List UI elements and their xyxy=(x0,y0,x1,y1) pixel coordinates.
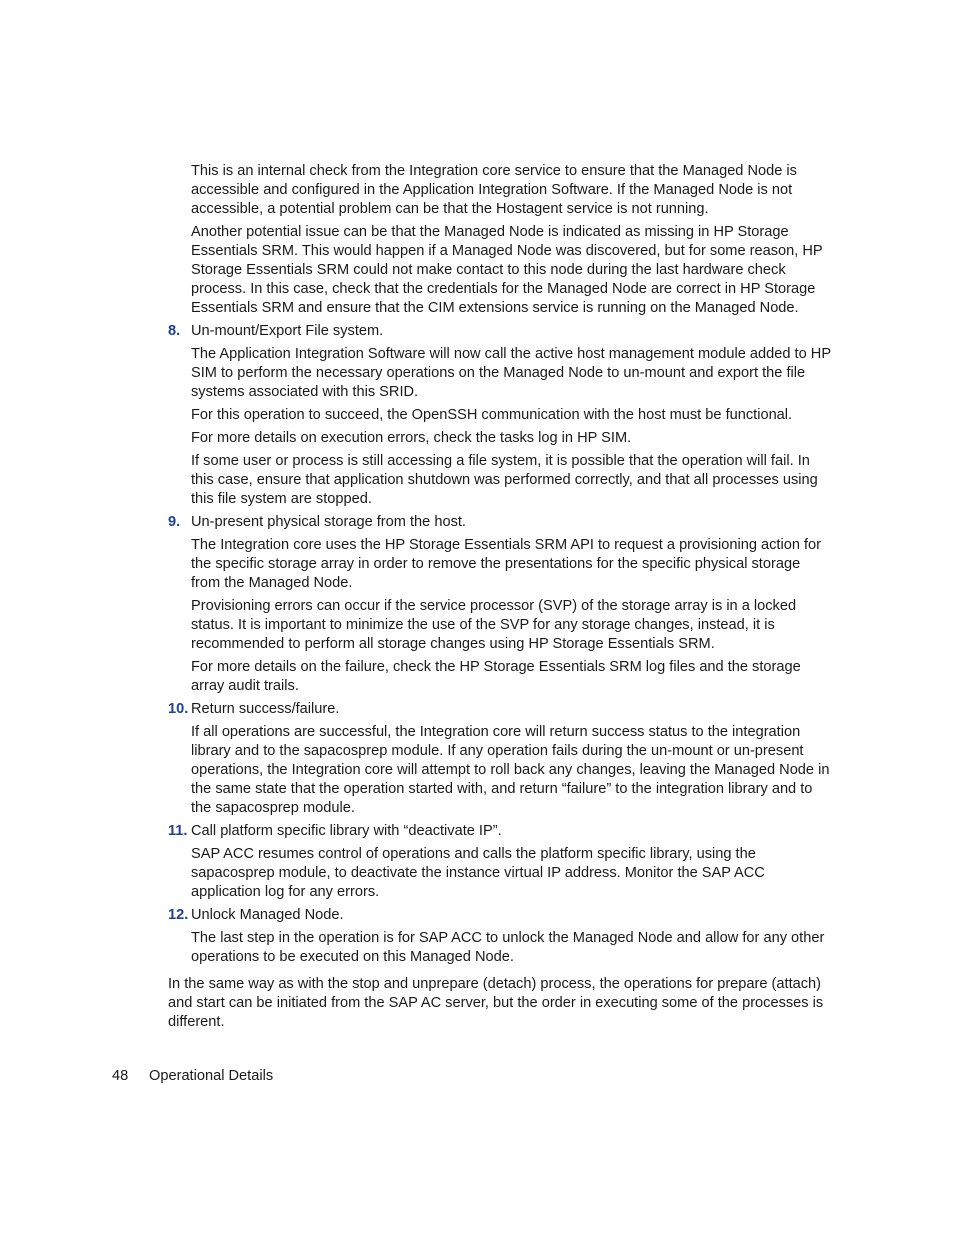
step-paragraph: SAP ACC resumes control of operations and calls the platform specific library, using the sapacosprep module, to deactivate the instance virtual IP address. Monitor the SAP ACC application log for any errors. xyxy=(191,846,765,900)
step-number: 8. xyxy=(168,323,181,339)
step-8-heading xyxy=(168,322,832,341)
step-title: Call platform specific library with “deactivate IP”. xyxy=(191,823,502,839)
step-paragraph: For more details on the failure, check the HP Storage Essentials SRM log files and the storage array audit trails. xyxy=(191,659,801,694)
step-number: 12. xyxy=(168,907,189,923)
step-number: 9. xyxy=(168,514,181,530)
page-footer xyxy=(112,1067,273,1086)
step-title: Unlock Managed Node. xyxy=(191,907,344,923)
intro-paragraph: This is an internal check from the Integration core service to ensure that the Managed Node is accessible and configured in the Application Integration Software. If the Managed Node is not accessible, a potential problem can be that the Hostagent service is not running. xyxy=(191,163,797,217)
footer-section-title: Operational Details xyxy=(149,1068,274,1084)
step-paragraph: The Application Integration Software will now call the active host management module added to HP SIM to perform the necessary operations on the Managed Node to un-mount and export the file systems associated with this SRID. xyxy=(191,346,831,400)
step-paragraph: The Integration core uses the HP Storage Essentials SRM API to request a provisioning action for the specific storage array in order to remove the presentations for the specific physical storage from the Managed Node. xyxy=(191,537,822,591)
step-number: 10. xyxy=(168,701,189,717)
intro-paragraph: Another potential issue can be that the Managed Node is indicated as missing in HP Storage Essentials SRM. This would happen if a Managed Node was discovered, but for some reason, HP Storage Essentials SRM could not make contact to this node during the last hardware check process. In this case, check that the credentials for the Managed Node are correct in HP Storage Essentials SRM and ensure that the CIM extensions service is running on the Managed Node. xyxy=(191,224,823,316)
step-number: 11. xyxy=(168,823,188,839)
step-paragraph: The last step in the operation is for SAP ACC to unlock the Managed Node and allow for any other operations to be executed on this Managed Node. xyxy=(191,930,825,965)
step-10-body xyxy=(191,723,832,818)
step-title: Un-present physical storage from the host. xyxy=(191,514,466,530)
step-9-body xyxy=(191,536,832,696)
step-10-heading xyxy=(168,700,832,719)
step-paragraph: For this operation to succeed, the OpenSSH communication with the host must be functional. xyxy=(191,407,793,423)
page-number: 48 xyxy=(112,1068,129,1084)
page-body xyxy=(168,162,832,1036)
step-11-heading xyxy=(168,822,832,841)
step-12-heading xyxy=(168,906,832,925)
step-11-body xyxy=(191,845,832,902)
step-9-heading xyxy=(168,513,832,532)
step-paragraph: If all operations are successful, the Integration core will return success status to the integration library and to the sapacosprep module. If any operation fails during the un-mount or un-present operations, the Integration core will attempt to roll back any changes, leaving the Managed Node in the same state that the operation started with, and return “failure” to the integration library and to the sapacosprep module. xyxy=(191,724,830,816)
step-12-body xyxy=(191,929,832,967)
step-8-body xyxy=(191,345,832,509)
step-paragraph: If some user or process is still accessing a file system, it is possible that the operation will fail. In this case, ensure that application shutdown was performed correctly, and that all processes using this file system are stopped. xyxy=(191,453,818,507)
intro-block xyxy=(191,162,832,318)
closing-paragraph: In the same way as with the stop and unprepare (detach) process, the operations for prepare (attach) and start can be initiated from the SAP AC server, but the order in executing some of the processes is different. xyxy=(168,976,824,1030)
step-title: Return success/failure. xyxy=(191,701,340,717)
step-paragraph: For more details on execution errors, check the tasks log in HP SIM. xyxy=(191,430,632,446)
step-paragraph: Provisioning errors can occur if the service processor (SVP) of the storage array is in a locked status. It is important to minimize the use of the SVP for any storage changes, instead, it is recommended to perform all storage changes using HP Storage Essentials SRM. xyxy=(191,598,797,652)
step-title: Un-mount/Export File system. xyxy=(191,323,384,339)
